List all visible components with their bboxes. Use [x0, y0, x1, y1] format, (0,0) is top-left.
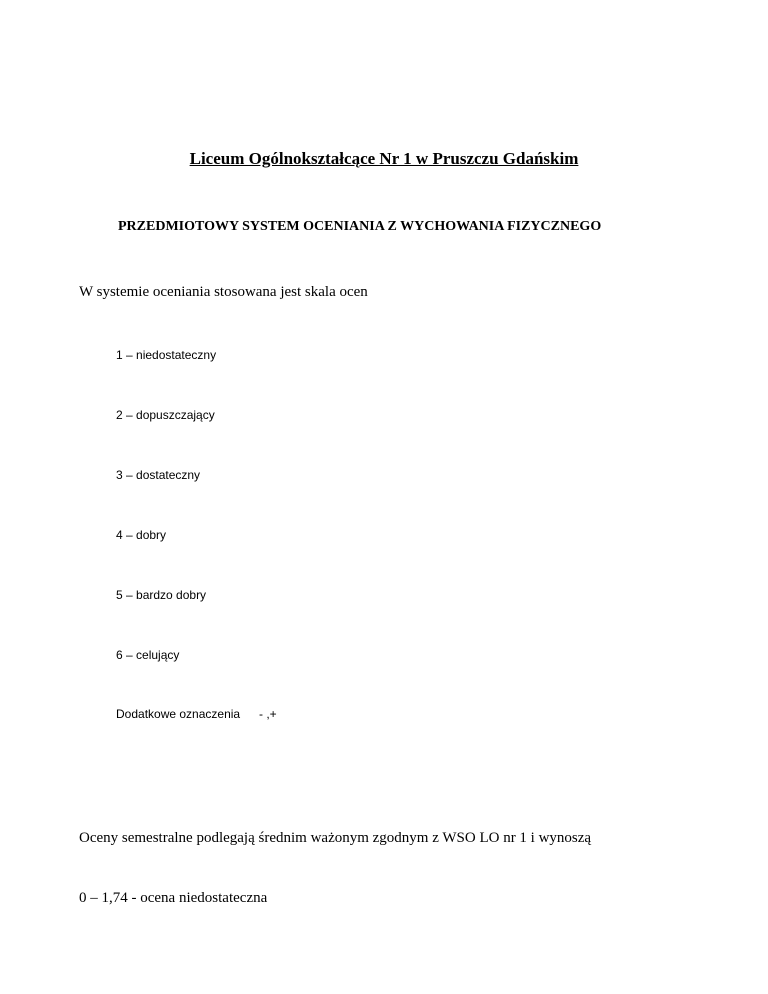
- additional-marks-value: - ,+: [259, 707, 277, 721]
- grade-item-3: 3 – dostateczny: [116, 468, 201, 482]
- grade-item-4: 4 – dobry: [116, 528, 167, 542]
- additional-marks-label: Dodatkowe oznaczenia: [116, 707, 241, 721]
- grade-item-2: 2 – dopuszczający: [116, 408, 215, 422]
- grade-range-line: 0 – 1,74 - ocena niedostateczna: [79, 890, 268, 906]
- subject-title: PRZEDMIOTOWY SYSTEM OCENIANIA Z WYCHOWANIA FIZYCZNEGO: [118, 219, 602, 234]
- grade-item-1: 1 – niedostateczny: [116, 348, 217, 362]
- grade-item-5: 5 – bardzo dobry: [116, 588, 207, 602]
- school-title: Liceum Ogólnokształcące Nr 1 w Pruszczu Gdańskim: [189, 149, 579, 168]
- grade-item-6: 6 – celujący: [116, 648, 180, 662]
- semester-grades-text: Oceny semestralne podlegają średnim ważonym zgodnym z WSO LO nr 1 i wynoszą: [79, 830, 592, 846]
- intro-text: W systemie oceniania stosowana jest skala ocen: [79, 284, 368, 300]
